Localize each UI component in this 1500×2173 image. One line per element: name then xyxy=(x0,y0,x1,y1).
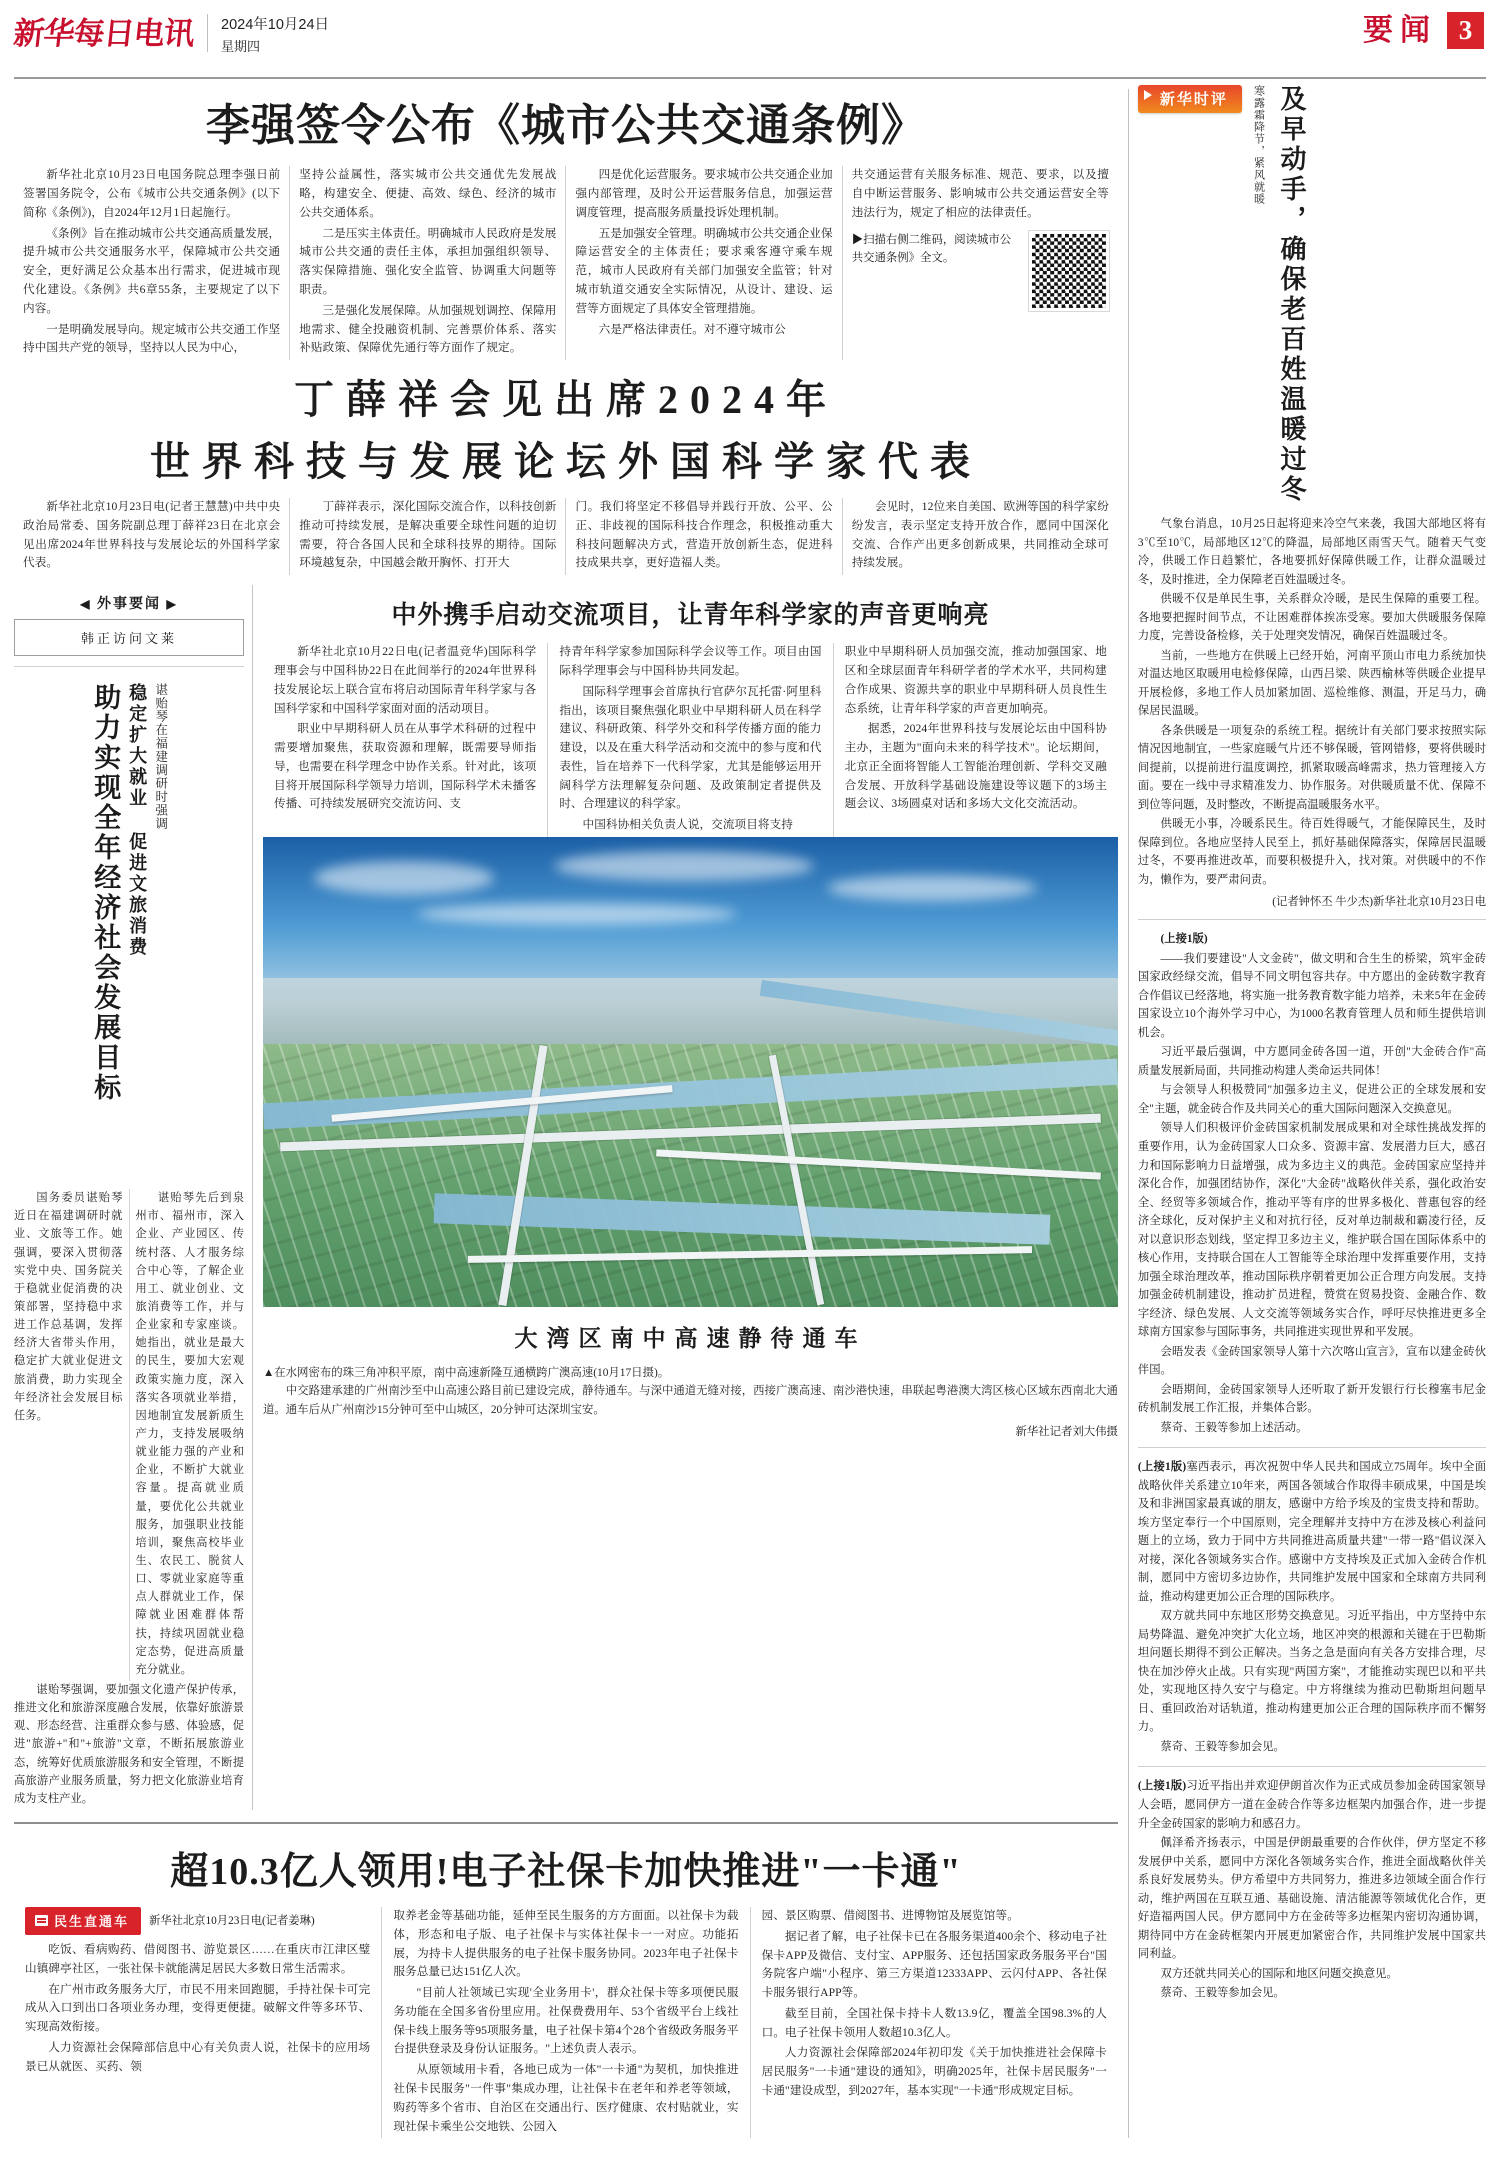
rule xyxy=(1138,1766,1486,1767)
paragraph: 人力资源社会保障部信息中心有关负责人说，社保卡的应用场景已从就医、买药、领 xyxy=(25,2040,371,2073)
publication-date: 2024年10月24日 xyxy=(221,17,330,33)
photo-caption-title: 大湾区南中高速静待通车 xyxy=(514,1326,867,1352)
paragraph: 蔡奇、王毅等参加会见。 xyxy=(1160,1987,1285,2000)
continuation-tag: (上接1版) xyxy=(1160,933,1208,946)
lead-col-2 xyxy=(289,166,565,360)
third-columns xyxy=(263,643,1118,837)
paragraph: 坚持公益属性，落实城市公共交通优先发展战略，构建安全、便捷、高效、绿色、经济的城市公共交通体系。 xyxy=(299,168,557,219)
rule xyxy=(1138,1447,1486,1448)
bottom-dateline: 新华社北京10月23日电(记者姜琳) xyxy=(149,1914,315,1927)
paragraph: 当前，一些地方在供暖上已经开始，河南平顶山市电力系统加快对温达地区取暖用电检修保障，山西吕梁、陕西榆林等供暖企业提早开展检修，多地工作人员加紧加固、巡检维修、测温，开足马力，确保居民温暖。 xyxy=(1137,649,1486,718)
paragraph: 从原领域用卡看，各地已成为一体"一卡通"为契机，加快推进社保卡民服务"一件事"集成办理，让社保卡在老年和养老等领域，购药等多个省市、自治区在交通出行、医疗健康、农村贴就业，实现社保卡乘坐公交地铁、公园入 xyxy=(393,2063,739,2133)
paragraph: 吃饭、看病购药、借阅图书、游览景区……在重庆市江津区璧山镇碑亭社区，一张社保卡就能满足居民大多数日常生活需求。 xyxy=(25,1942,371,1975)
lead-col-1 xyxy=(14,166,289,360)
vertical-subtitle: 稳定扩大就业 促进文旅消费 xyxy=(127,683,148,959)
paragraph: 五是加强安全管理。明确城市公共交通企业保障运营安全的主体责任；要求乘客遵守乘车规范，城市人民政府有关部门加强安全监管；针对城市轨道交通安全实际情况，从设计、建设、运营等方面规定了具体安全管理措施。 xyxy=(575,226,833,315)
photo-cloud xyxy=(827,875,1037,901)
photo-cloud xyxy=(554,851,814,881)
third-col-2 xyxy=(547,643,832,837)
paragraph: 新华社北京10月23日电国务院总理李强日前签署国务院令，公布《城市公共交通条例》(以下简称《条例》)，自2024年12月1日起施行。 xyxy=(23,168,281,219)
paragraph: 《条例》旨在推动城市公共交通高质量发展，提升城市公共交通服务水平，保障城市公共交通安全，更好满足公众基本出行需求，促进城市现代化建设。《条例》共6章55条，主要规定了以下内容。 xyxy=(23,226,281,315)
masthead-date xyxy=(221,12,329,56)
lead-col-4 xyxy=(842,166,1118,360)
masthead-divider xyxy=(207,14,208,52)
paragraph: 会晤发表《金砖国家领导人第十六次喀山宣言》，宣布以建金砖伙伴国。 xyxy=(1137,1345,1486,1377)
third-col-1 xyxy=(263,643,547,837)
newspaper-logo: 新华每日电讯 xyxy=(11,16,196,51)
paragraph: 职业中早期科研人员在从事学术科研的过程中需要增加聚焦，获取资源和理解，既需要导师指导，也需要在科学理念中协作关系。针对此，该项目将开展国际科学领导力培训，国际科学术未播客传播、可持续发展研究交流访问、支 xyxy=(274,722,537,811)
second-col-4 xyxy=(842,498,1118,575)
paragraph: ——我们要建设"人文金砖"，做文明和合生生的桥梁，筑牢金砖国家政经绿交流，倡导不同文明包容共存。中方愿出的金砖数字教育合作倡议已经落地，将实施一批务教育数字能力培养，未来5年在金砖国家设立10个海外学习中心，为1000名教育管理人员和师生提供培训机会。 xyxy=(1137,952,1486,1039)
minsheng-channel-badge[interactable] xyxy=(25,1907,141,1935)
feature-row xyxy=(14,585,1118,1810)
photo-credit: 新华社记者刘大伟摄 xyxy=(1015,1425,1118,1438)
continuation-tag: (上接1版) xyxy=(1137,1780,1187,1793)
rule xyxy=(14,666,244,667)
paragraph: 中国科协相关负责人说，交流项目将支持 xyxy=(582,818,793,832)
paragraph: 门。我们将坚定不移倡导并践行开放、公平、公正、非歧视的国际科技合作理念，积极推动重大科技问题解决方式，营造开放创新生态，促进科技成果共享，更好造福人类。 xyxy=(575,500,833,570)
paragraph: 蔡奇、王毅等参加上述活动。 xyxy=(1160,1421,1308,1434)
paragraph: 国务委员谌贻琴近日在福建调研时就业、文旅等工作。她强调，要深入贯彻落实党中央、国务院关于稳就业促消费的决策部署，坚持稳中求进工作总基调，发挥经济大省带头作用，稳定扩大就业促进文旅消费，助力实现全年经济社会发展目标任务。 xyxy=(14,1192,123,1422)
paragraph: 人力资源社会保障部2024年初印发《关于加快推进社会保障卡居民服务"一卡通"建设的通知》，明确2025年，社保卡居民服务"一卡通"建设成型，到2027年，基本实现"一卡通"形成规定目标。 xyxy=(761,2046,1107,2098)
rule xyxy=(1138,919,1486,920)
jump-block-2 xyxy=(1138,1458,1486,1756)
third-col-3 xyxy=(833,643,1118,837)
qr-block xyxy=(852,231,1109,311)
bottom-headline: 超10.3亿人领用!电子社保卡加快推进"一卡通" xyxy=(170,1850,962,1893)
paragraph: 一是明确发展导向。规定城市公共交通工作坚持中国共产党的领导，坚持以人民为中心， xyxy=(23,322,281,355)
paragraph: 双方就共同中东地区形势交换意见。习近平指出，中方坚持中东局势降温、避免冲突扩大化立场，地区冲突的根源和关键在于巴勒斯坦问题长期得不到公正解决。当务之急是面向有关各方安排合理，尽快在加沙停火止战。只有实现"两国方案"，才能推动实现巴以和平共处，实现地区持久安宁与稳定。中方将继续为推动巴勒斯坦问题早日、重回政治对话轨道，推动构建更加公正合理的国际秩序而不懈努力。 xyxy=(1137,1610,1486,1734)
main-vertical-divider xyxy=(1128,89,1129,2138)
paragraph: 塞西表示，再次祝贺中华人民共和国成立75周年。埃中全面战略伙伴关系建立10年来，两国各领域合作取得丰硕成果，中国是埃及和非洲国家最真诚的朋友，感谢中方给予埃及的宝贵支持和帮助。埃方坚定奉行一个中国原则，完全理解并支持中方在涉及核心利益问题上的立场，致力于同中方共同推进高质量共建"一带一路"倡议深入对接，深化各领域务实合作。感谢中方支持埃及正式加入金砖合作机制，愿同中方密切多边协作，共同维护发展中国家和全球南方共同利益，推动构建更加公正合理的国际秩序。 xyxy=(1137,1461,1486,1603)
jump-2-first xyxy=(1138,1458,1486,1606)
paragraph: 谌贻琴强调，要加强文化遗产保护传承，推进文化和旅游深度融合发展，依靠好旅游景观、形态经营、注重群众参与感、体验感，促进"旅游+"和"+旅游"文章，不断拓展旅游业态，统筹好优质旅游服务和安全管理，不断提高旅游产业服务质量，努力把文化旅游业培育成为支柱产业。 xyxy=(14,1684,244,1805)
second-columns xyxy=(14,498,1118,575)
photo-caption-line-2: 中交路建承建的广州南沙至中山高速公路目前已建设完成，静待通车。与深中通道无缝对接，西接广澳高速、南沙港快速，串联起粤港澳大湾区核心区域东西南北大通道。通车后从广州南沙15分钟可至中山城区，20分钟可达深圳宝安。 xyxy=(263,1385,1118,1416)
paragraph: 截至目前，全国社保卡持卡人数13.9亿，覆盖全国98.3%的人口。电子社保卡领用人数超10.3亿人。 xyxy=(761,2006,1107,2039)
commentary-signature: (记者钟怀丕 牛少杰)新华社北京10月23日电 xyxy=(1272,896,1486,909)
minsheng-channel-label: 民生直通车 xyxy=(54,1913,130,1929)
paragraph: 佩泽希齐扬表示，中国是伊朗最重要的合作伙伴，伊方坚定不移发展伊中关系，愿同中方深化各领域务实合作，推进全面战略伙伴关系良好发展势头。伊方希望中方共同努力，推进多边领域全面合作行动，维护两国在互联互通、基础设施、清洁能源等领域优化合作，更好造福两国人民。伊方愿同中方在金砖等多边框架内密切沟通协调，期待同中方在金砖框架内开展更加紧密合作，共同维护发展中国家共同利益。 xyxy=(1137,1837,1486,1961)
publication-weekday: 星期四 xyxy=(221,38,261,54)
paragraph: 四是优化运营服务。要求城市公共交通企业加强内部管理，及时公开运营服务信息，加强运营调度管理，提高服务质量投诉处理机制。 xyxy=(575,168,833,219)
lead-col-3 xyxy=(565,166,841,360)
paragraph: 园、景区购票、借阅图书、进博物馆及展览馆等。 xyxy=(761,1908,1019,1922)
page-body xyxy=(14,79,1486,2138)
paragraph: 双方还就共同关心的国际和地区问题交换意见。 xyxy=(1160,1967,1398,1980)
bottom-columns xyxy=(14,1907,1118,2138)
photo-cloud xyxy=(314,861,494,895)
second-headline-line1: 丁薛祥会见出席2024年 xyxy=(293,377,838,423)
second-col-3 xyxy=(565,498,841,575)
masthead xyxy=(11,0,1486,74)
paragraph: 蔡奇、王毅等参加会见。 xyxy=(1160,1740,1285,1753)
lead-columns xyxy=(14,166,1118,360)
paragraph: 新华社北京10月23日电(记者王慧慧)中共中央政治局常委、国务院副总理丁薛祥23日在北京会见出席2024年世界科技与发展论坛的外国科学家代表。 xyxy=(23,500,281,570)
paragraph: 供暖无小事，冷暖系民生。待百姓得暖气，才能保障民生，及时保障到位。各地应坚持人民至上，抓好基础保障落实，保障居民温暖过冬，不要再推进改革，而要积极提升入，找对策。对供暖中的不作为，懒作为，要严肃问责。 xyxy=(1137,818,1486,886)
paragraph: 持青年科学家参加国际科学会议等工作。项目由国际科学理事会与中国科协共同发起。 xyxy=(559,645,822,677)
vertical-title: 助力实现全年经济社会发展目标 xyxy=(90,683,121,1104)
paragraph: 会见时，12位来自美国、欧洲等国的科学家纷纷发言，表示坚定支持开放合作，愿同中国深化交流、合作产出更多创新成果，共同推动全球可持续发展。 xyxy=(851,500,1109,570)
paragraph: 国际科学理事会首席执行官萨尔瓦托雷·阿里科指出，该项目聚焦强化职业中早期科研人员在科学建议、科研政策、科学外交和科学传播方面的能力建设，以及在重大科学活动和交流中的参与度和代表性，旨在培养下一代科学家，尤其是能够运用开阔科学方法理解复杂问题、及政策制定者提供及时、合理建议的科学家。 xyxy=(559,684,822,811)
paragraph: 二是压实主体责任。明确城市人民政府是发展城市公共交通的责任主体，承担加强组织领导、落实保障措施、强化安全监管、协调重大问题等职责。 xyxy=(299,226,557,296)
third-headline: 中外携手启动交流项目，让青年科学家的声音更响亮 xyxy=(391,602,990,630)
paragraph: "目前人社领域已实现'全业务用卡'，群众社保卡等多项便民服务功能在全国多省份里应用。社保费费用年、53个省级平台上线社保卡线上服务等95项服务量，电子社保卡第4个28个省级政务服务平台提供登录及身份认证服务。"上述负责人表示。 xyxy=(393,1986,739,2056)
vertical-feature xyxy=(14,585,252,1810)
paragraph: 与会领导人积极赞同"加强多边主义，促进公正的全球发展和安全"主题，就金砖合作及共同关心的重大国际问题深入交换意见。 xyxy=(1137,1084,1486,1115)
bottom-col-2 xyxy=(381,1907,749,2138)
vertical-body-cols xyxy=(14,1189,244,1681)
qr-code-icon[interactable] xyxy=(1029,231,1109,311)
jump-tag xyxy=(1138,930,1486,949)
bus-icon xyxy=(35,1915,48,1926)
third-story-zone xyxy=(252,585,1118,1810)
paragraph: 领导人们积极评价金砖国家机制发展成果和对全球性挑战发挥的重要作用，认为金砖国家人口众多、资源丰富、发展潜力巨大，感召力和国际影响力日益增强，成为多边主义的典范。金砖国家应坚持并深化合作，加强团结协作，深化"大金砖"战略伙伴关系，强化政治安全、经贸等多领域合作，推动平等有序的世界多极化、普惠包容的经济全球化，反对保护主义和对抗行径，反对单边制裁和霸凌行径，反对以意识形态划线，坚定捍卫多边主义，维护联合国在国际体系中的核心作用，支持联合国在人工智能等全球治理中发挥重要作用，支持加强全球治理改革，推动国际秩序朝着更加公正合理方向发展。支持加强金砖机制建设，推动扩员进程，赞赏在贸易投资、金融合作、数字经济、绿色发展、人文交流等领域务实合作，呼吁尽快推进更多全球南方国家参与国际事务，共同推进实现世界和平发展。 xyxy=(1137,1122,1486,1339)
paragraph: 六是严格法律责任。对不遵守城市公 xyxy=(598,322,786,336)
paragraph: 习近平最后强调，中方愿同金砖各国一道，开创"大金砖合作"高质量发展新局面，共同推动构建人类命运共同体！ xyxy=(1137,1046,1486,1077)
section-marker xyxy=(1363,12,1486,49)
bottom-col-1 xyxy=(14,1907,381,2138)
paragraph: 共交通运营有关服务标准、规范、要求，以及擅自中断运营服务、影响城市公共交通运营安全等违法行为，规定了相应的法律责任。 xyxy=(851,168,1109,219)
qr-caption: ▶扫描右侧二维码，阅读城市公共交通条例》全文。 xyxy=(851,233,1012,264)
jump-block-1 xyxy=(1138,930,1486,1437)
aerial-photo xyxy=(263,837,1118,1307)
paragraph: 气象台消息，10月25日起将迎来冷空气来袭，我国大部地区将有3℃至10℃，局部地区12℃的降温，局部地区雨雪天气。随着天气变冷，供暖工作日趋繁忙，各地要抓好保障供暖工作，让群众温暖过冬，及时推进，全力保障老百姓温暖过冬。 xyxy=(1137,518,1486,586)
section-name: 要闻 xyxy=(1363,13,1437,47)
right-arrow-icon: ▶ xyxy=(166,597,178,612)
paragraph: 丁薛祥表示，深化国际交流合作，以科技创新推动可持续发展，是解决重要全球性问题的迫切需要，符合各国人民和全球科技界的期待。国际环境越复杂，中国越会敞开胸怀、打开大 xyxy=(299,500,557,570)
left-arrow-icon: ◀ xyxy=(80,597,92,612)
foreign-affairs-label: ◀ 外事要闻 ▶ xyxy=(80,597,178,613)
paragraph: 新华社北京10月22日电(记者温竞华)国际科学理事会与中国科协22日在此间举行的2024年世界科技发展论坛上联合宣布将启动国际青年科学家与各国科学家和中国科学家面对面的活动项目。 xyxy=(274,645,537,715)
bottom-col-3 xyxy=(750,1907,1118,2138)
second-col-2 xyxy=(289,498,565,575)
paragraph: 会晤期间，金砖国家领导人还听取了新开发银行行长穆塞韦尼金砖机制发展工作汇报，并集体合影。 xyxy=(1137,1383,1486,1415)
vertical-headline-stack xyxy=(14,677,244,1183)
paragraph: 职业中早期科研人员加强交流，推动加强国家、地区和全球层面青年科研学者的学术水平，共同构建合作成果、资源共享的职业中早期科研人员良性生态系统，让青年科学家的声音更加响亮。 xyxy=(844,645,1107,715)
paragraph: 习近平指出并欢迎伊朗首次作为正式成员参加金砖国家领导人会晤，愿同伊方一道在金砖合作等多边框架内加强合作，进一步提升全金砖国家的影响力和感召力。 xyxy=(1137,1780,1486,1830)
paragraph: 谌贻琴先后到泉州市、福州市，深入企业、产业园区、传统村落、人才服务综合中心等，了解企业用工、就业创业、文旅消费等工作，并与企业家和专家座谈。她指出，就业是最大的民生，要加大宏观政策实施力度，深入落实各项就业举措，因地制宜发展新质生产力，支持发展吸纳就业能力强的产业和企业，不断扩大就业容量。提高就业质量，要优化公共就业服务，加强职业技能培训，聚焦高校毕业生、农民工、脱贫人口、零就业家庭等重点人群就业工作，保障就业困难群体帮扶，持续巩固就业稳定态势，促进高质量充分就业。 xyxy=(135,1192,244,1676)
xinhua-commentary-badge: 新华时评 xyxy=(1138,85,1242,113)
left-zone xyxy=(14,79,1128,2138)
photo-caption-line-1: ▲在水网密布的珠三角冲积平原，南中高速新隆互通横跨广澳高速(10月17日摄)。 xyxy=(263,1367,670,1380)
lead-headline: 李强签令公布《城市公共交通条例》 xyxy=(205,101,926,150)
han-visit-box xyxy=(14,619,244,656)
commentary-header xyxy=(1138,79,1486,509)
paragraph: 供暖不仅是单民生事，关系群众冷暖，是民生保障的重要工程。各地要把握时间节点，不让困难群体挨冻受寒。要加大供暖服务保障力度，完善设备检修，关于处理突发情况，确保百姓温暖过冬。 xyxy=(1137,593,1486,643)
second-headline-line2: 世界科技与发展论坛外国科学家代表 xyxy=(149,439,982,485)
han-visit-text: 韩正访问文莱 xyxy=(80,631,177,647)
commentary-kicker: 寒露霜降节，紧风就暖 xyxy=(1252,85,1265,205)
paragraph: 据悉，2024年世界科技与发展论坛由中国科协主办，主题为"面向未来的科学技术"。论坛期间，北京正全面将智能人工智能治理创新、学科交叉融合发展、开放科学基础设施建设等议题下的3场主题会议、3场圆桌对话和多场大文化交流活动。 xyxy=(844,722,1107,811)
jump-block-3 xyxy=(1138,1777,1486,2002)
right-zone xyxy=(1138,79,1486,2138)
paragraph: 各条供暖是一项复杂的系统工程。据统计有关部门要求按照实际情况因地制宜，一些家庭暖气片还不够保暖，管网错修，要将供暖时间提前，以提前进行温度调控，抓紧取暖高峰需求，热力管理接入方面。要在一线中寻求精准发力、协作服务。对供暖质量不优、保障不到位等问题，及时整改，不断提高温暖服务水平。 xyxy=(1137,724,1486,811)
commentary-title: 及早动手，确保老百姓温暖过冬 xyxy=(1276,85,1306,505)
page-number-badge: 3 xyxy=(1447,12,1484,49)
second-col-1 xyxy=(14,498,289,575)
paragraph: 据记者了解，电子社保卡已在各服务渠道400余个、移动电子社保卡APP及微信、支付宝、APP服务、还包括国家政务服务平台"国务院客户端"小程序、第三方渠道12333APP、云闪付APP、各社保卡服务银行APP等。 xyxy=(761,1929,1107,2000)
continuation-tag: (上接1版) xyxy=(1137,1461,1187,1474)
paragraph: 三是强化发展保障。从加强规划调控、保障用地需求、健全投融资机制、完善票价体系、落实补贴政策、保障优先通行等方面作了规定。 xyxy=(299,303,557,355)
jump-3-first xyxy=(1138,1777,1486,1833)
vertical-kicker: 谌贻琴在福建调研时强调 xyxy=(153,683,168,831)
commentary-body xyxy=(1138,515,1486,909)
paragraph: 在广州市政务服务大厅，市民不用来回跑腿，手持社保卡可完成从入口到出口各项业务办理，变得更便捷。破解文件等多环节、实现高效衔接。 xyxy=(25,1982,371,2034)
foreign-affairs-label-wrap xyxy=(14,593,244,613)
paragraph: 取养老金等基础功能，延伸至民生服务的方方面面。以社保卡为载体，形态和电子版、电子社保卡与实体社保卡一一对应。功能拓展，为持卡人提供服务的电子社保卡服务协同。2023年电子社保卡服务总量已达151亿人次。 xyxy=(393,1908,739,1979)
photo-cloud xyxy=(417,903,737,925)
